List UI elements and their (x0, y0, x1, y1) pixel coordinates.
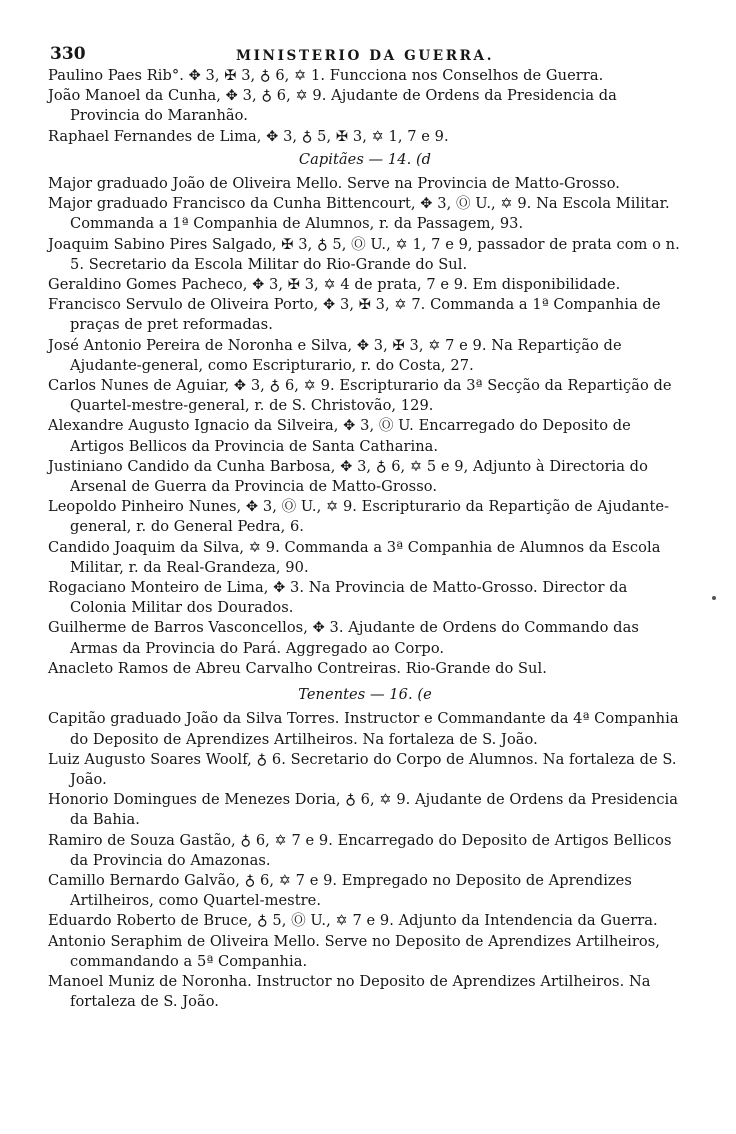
entry: Joaquim Sabino Pires Salgado, ✠ 3, ♁ 5, Ⓞ U., ✡ 1, 7 e 9, passador de prata com o n. 5. Secretario da Escola Militar do Rio-Grande do Sul. (48, 235, 680, 273)
running-head: MINISTERIO DA GUERRA. (235, 48, 495, 64)
entry: Camillo Bernardo Galvão, ♁ 6, ✡ 7 e 9. Empregado no Deposito de Aprendizes Artilheiros, como Quartel-mestre. (48, 871, 632, 910)
entry: Antonio Seraphim de Oliveira Mello. Serve no Deposito de Aprendizes Artilheiros, commandando a 5ª Companhia. (48, 932, 660, 970)
entry: Anacleto Ramos de Abreu Carvalho Contreiras. Rio-Grande do Sul. (48, 659, 547, 677)
entry: Rogaciano Monteiro de Lima, ✥ 3. Na Provincia de Matto-Grosso. Director da Colonia Militar dos Dourados. (48, 579, 628, 617)
entry: Capitão graduado João da Silva Torres. Instructor e Commandante da 4ª Companhia do Deposito de Aprendizes Artilheiros. Na fortaleza de S. João. (48, 710, 679, 748)
section-title: Capitães — 14. (d (298, 150, 432, 168)
entry: João Manoel da Cunha, ✥ 3, ♁ 6, ✡ 9. Ajudante de Ordens da Presidencia da Provincia do Maranhão. (48, 87, 617, 125)
entry: Francisco Servulo de Oliveira Porto, ✥ 3, ✠ 3, ✡ 7. Commanda a 1ª Companhia de praças de pret reformadas. (48, 296, 661, 334)
entry: Carlos Nunes de Aguiar, ✥ 3, ♁ 6, ✡ 9. Escripturario da 3ª Secção da Repartição de Quartel-mestre-general, r. de S. Christovão, 129. (48, 377, 672, 415)
entry: José Antonio Pereira de Noronha e Silva, ✥ 3, ✠ 3, ✡ 7 e 9. Na Repartição de Ajudante-general, como Escripturario, r. do Costa, 27. (48, 336, 622, 374)
top-entries (48, 66, 682, 147)
section-capitaes (48, 150, 682, 679)
entry: Geraldino Gomes Pacheco, ✥ 3, ✠ 3, ✡ 4 de prata, 7 e 9. Em disponibilidade. (48, 276, 621, 294)
entry: Paulino Paes Rib°. ✥ 3, ✠ 3, ♁ 6, ✡ 1. Funcciona nos Conselhos de Guerra. (48, 67, 604, 84)
entry: Justiniano Candido da Cunha Barbosa, ✥ 3, ♁ 6, ✡ 5 e 9, Adjunto à Directoria do Arsenal de Guerra da Provincia de Matto-Grosso. (48, 457, 648, 496)
section-tenentes (48, 685, 682, 1012)
entry: Honorio Domingues de Menezes Doria, ♁ 6, ✡ 9. Ajudante de Ordens da Presidencia da Bahia. (48, 791, 679, 829)
entry: Leopoldo Pinheiro Nunes, ✥ 3, Ⓞ U., ✡ 9. Escripturario da Repartição de Ajudante-general, r. do General Pedra, 6. (48, 498, 670, 536)
entry: Luiz Augusto Soares Woolf, ♁ 6. Secretario do Corpo de Alumnos. Na fortaleza de S. João. (48, 750, 677, 788)
entry: Eduardo Roberto de Bruce, ♁ 5, Ⓞ U., ✡ 7 e 9. Adjunto da Intendencia da Guerra. (48, 912, 658, 930)
entry: Major graduado Francisco da Cunha Bittencourt, ✥ 3, Ⓞ U., ✡ 9. Na Escola Militar. Commanda a 1ª Companhia de Alumnos, r. da Passagem, 93. (48, 195, 670, 233)
page-header (48, 38, 682, 66)
page-number: 330 (50, 44, 86, 64)
entry: Guilherme de Barros Vasconcellos, ✥ 3. Ajudante de Ordens do Commando das Armas da Provincia do Pará. Aggregado ao Corpo. (48, 619, 639, 657)
section-title: Tenentes — 16. (e (298, 686, 432, 704)
entry: Candido Joaquim da Silva, ✡ 9. Commanda a 3ª Companhia de Alumnos da Escola Militar, r. da Real-Grandeza, 90. (48, 538, 661, 576)
entry: Major graduado João de Oliveira Mello. Serve na Provincia de Matto-Grosso. (48, 175, 620, 193)
entry: Alexandre Augusto Ignacio da Silveira, ✥ 3, Ⓞ U. Encarregado do Deposito de Artigos Bellicos da Provincia de Santa Catharina. (48, 417, 631, 455)
entry: Manoel Muniz de Noronha. Instructor no Deposito de Aprendizes Artilheiros. Na fortaleza de S. João. (48, 972, 651, 1011)
entry: Ramiro de Souza Gastão, ♁ 6, ✡ 7 e 9. Encarregado do Deposito de Artigos Bellicos da Provincia do Amazonas. (48, 831, 672, 869)
ink-speck (712, 596, 716, 600)
entry: Raphael Fernandes de Lima, ✥ 3, ♁ 5, ✠ 3, ✡ 1, 7 e 9. (48, 127, 449, 145)
